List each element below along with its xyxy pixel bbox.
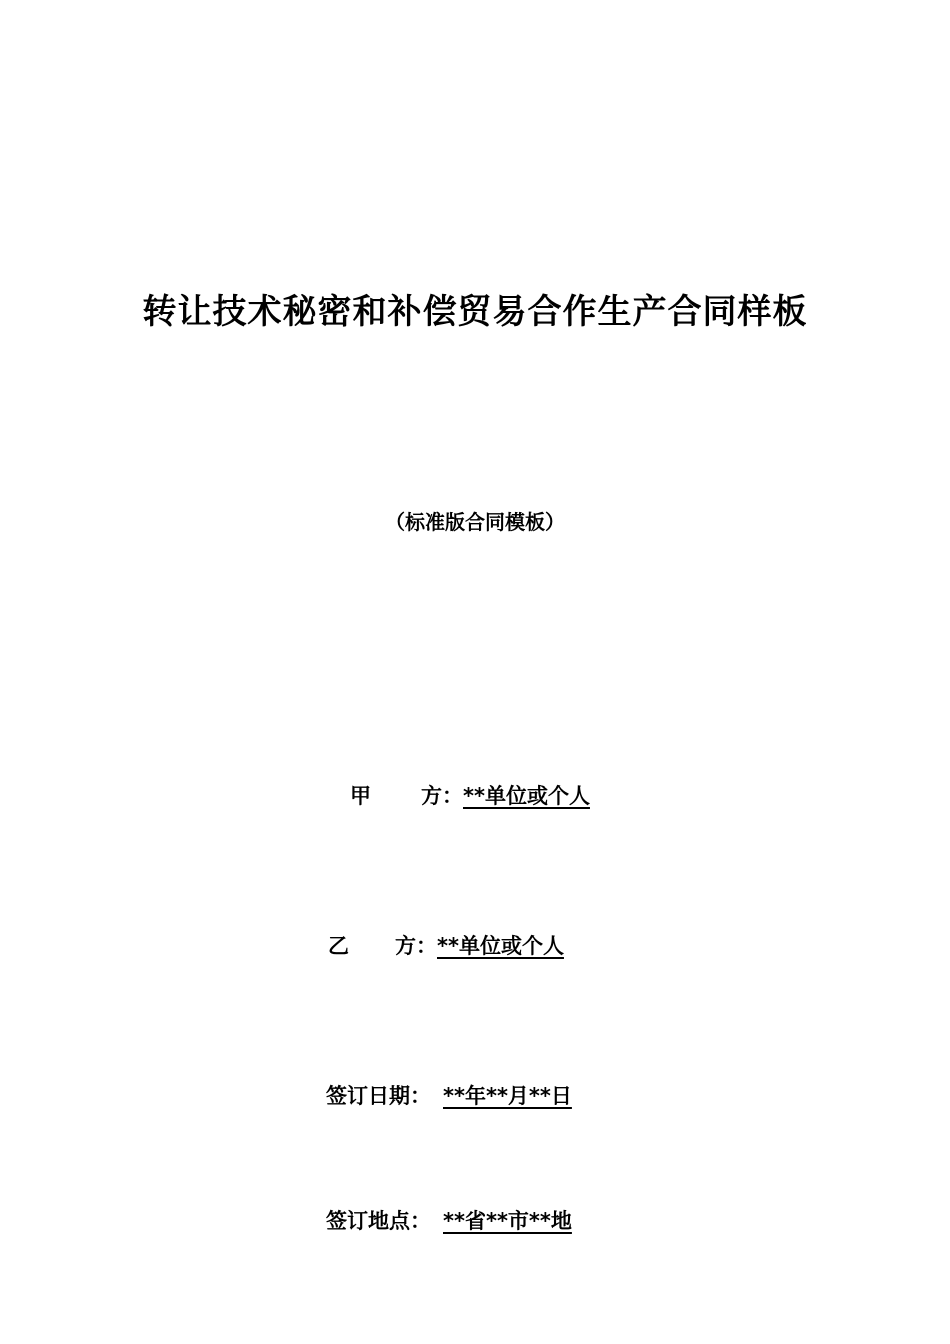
party-a-label-char2: 方	[421, 784, 442, 808]
sign-place-label: 签订地点	[326, 1209, 410, 1233]
party-b-label-char1: 乙	[328, 934, 349, 958]
party-a-value: **单位或个人	[463, 784, 590, 808]
party-b-colon: ：	[416, 934, 437, 958]
sign-date-value: **年**月**日	[443, 1084, 572, 1108]
document-subtitle: （标准版合同模板）	[385, 510, 565, 534]
sign-date-label: 签订日期	[326, 1084, 410, 1108]
document-title: 转让技术秘密和补偿贸易合作生产合同样板	[142, 292, 808, 332]
party-a-field	[350, 781, 590, 811]
sign-place-value: **省**市**地	[443, 1209, 572, 1233]
sign-place-field	[326, 1206, 584, 1236]
sign-date-field	[326, 1081, 572, 1111]
party-b-value: **单位或个人	[437, 934, 564, 958]
sign-date-colon: ：	[410, 1084, 431, 1108]
party-b-field	[328, 931, 576, 961]
party-a-label-char1: 甲	[350, 784, 371, 808]
party-b-label-char2: 方	[395, 934, 416, 958]
party-a-colon: ：	[442, 784, 463, 808]
sign-place-colon: ：	[410, 1209, 431, 1233]
